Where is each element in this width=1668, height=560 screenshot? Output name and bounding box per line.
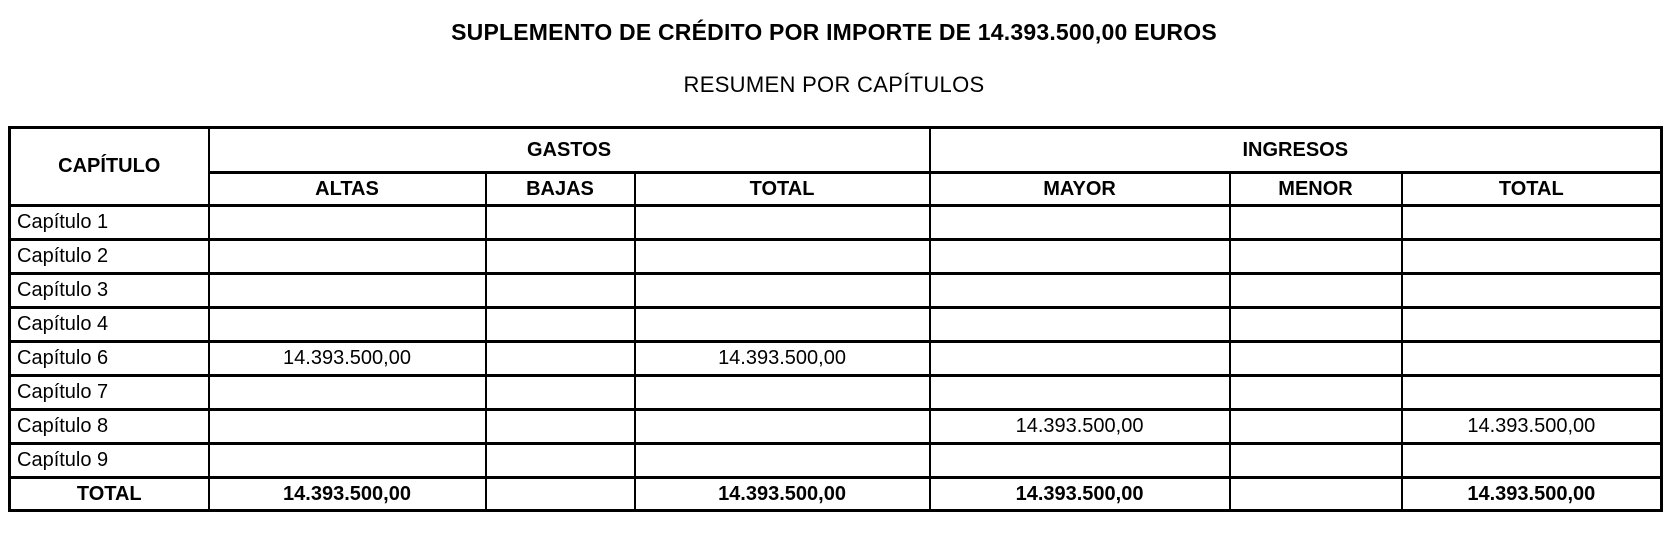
row-label: Capítulo 1 xyxy=(10,206,209,240)
resumen-por-capitulos-table xyxy=(8,126,1663,512)
menor-cell xyxy=(1230,376,1402,410)
table-row xyxy=(10,342,1662,376)
bajas-cell xyxy=(486,410,635,444)
document-title: SUPLEMENTO DE CRÉDITO POR IMPORTE DE 14.393.500,00 EUROS xyxy=(451,19,1217,45)
table-row xyxy=(10,240,1662,274)
table-row xyxy=(10,206,1662,240)
altas-cell xyxy=(209,206,486,240)
total-ingresos-cell xyxy=(1402,240,1662,274)
total-gastos-cell xyxy=(635,410,930,444)
total-ingresos-cell: 14.393.500,00 xyxy=(1402,410,1662,444)
header-menor: MENOR xyxy=(1230,173,1402,206)
total-ingresos-cell xyxy=(1402,342,1662,376)
bajas-cell xyxy=(486,342,635,376)
menor-cell xyxy=(1230,274,1402,308)
altas-cell: 14.393.500,00 xyxy=(209,342,486,376)
total-gastos-cell xyxy=(635,274,930,308)
menor-cell xyxy=(1230,308,1402,342)
total-ingresos-cell xyxy=(1402,206,1662,240)
bajas-cell xyxy=(486,444,635,478)
header-sub-row xyxy=(10,173,1662,206)
bajas-cell xyxy=(486,240,635,274)
bajas-cell xyxy=(486,206,635,240)
header-total-gastos: TOTAL xyxy=(635,173,930,206)
table-row xyxy=(10,274,1662,308)
row-label: Capítulo 6 xyxy=(10,342,209,376)
total-bajas-value xyxy=(486,478,635,511)
menor-cell xyxy=(1230,206,1402,240)
table-row xyxy=(10,308,1662,342)
mayor-cell: 14.393.500,00 xyxy=(930,410,1230,444)
total-row-label: TOTAL xyxy=(10,478,209,511)
menor-cell xyxy=(1230,342,1402,376)
table-body xyxy=(10,206,1662,478)
header-group-row xyxy=(10,128,1662,173)
altas-cell xyxy=(209,274,486,308)
row-label: Capítulo 3 xyxy=(10,274,209,308)
total-gastos-cell xyxy=(635,240,930,274)
table-row xyxy=(10,376,1662,410)
total-gastos-cell xyxy=(635,308,930,342)
total-ingresos-cell xyxy=(1402,308,1662,342)
header-mayor: MAYOR xyxy=(930,173,1230,206)
header-capitulo: CAPÍTULO xyxy=(10,128,209,206)
total-gastos-cell xyxy=(635,206,930,240)
mayor-cell xyxy=(930,240,1230,274)
total-ingresos-cell xyxy=(1402,444,1662,478)
bajas-cell xyxy=(486,308,635,342)
bajas-cell xyxy=(486,274,635,308)
row-label: Capítulo 7 xyxy=(10,376,209,410)
header-gastos: GASTOS xyxy=(209,128,930,173)
total-gastos-cell xyxy=(635,444,930,478)
altas-cell xyxy=(209,410,486,444)
mayor-cell xyxy=(930,206,1230,240)
total-gastos-cell xyxy=(635,376,930,410)
table-row xyxy=(10,444,1662,478)
mayor-cell xyxy=(930,444,1230,478)
mayor-cell xyxy=(930,342,1230,376)
total-mayor-value: 14.393.500,00 xyxy=(930,478,1230,511)
table-row xyxy=(10,410,1662,444)
bajas-cell xyxy=(486,376,635,410)
row-label: Capítulo 4 xyxy=(10,308,209,342)
header-bajas: BAJAS xyxy=(486,173,635,206)
altas-cell xyxy=(209,240,486,274)
total-gastos-cell: 14.393.500,00 xyxy=(635,342,930,376)
altas-cell xyxy=(209,308,486,342)
altas-cell xyxy=(209,444,486,478)
row-label: Capítulo 9 xyxy=(10,444,209,478)
menor-cell xyxy=(1230,444,1402,478)
row-label: Capítulo 8 xyxy=(10,410,209,444)
menor-cell xyxy=(1230,240,1402,274)
mayor-cell xyxy=(930,308,1230,342)
mayor-cell xyxy=(930,274,1230,308)
document-subtitle: RESUMEN POR CAPÍTULOS xyxy=(683,72,985,97)
total-row xyxy=(10,478,1662,511)
total-ingresos-cell xyxy=(1402,274,1662,308)
header-ingresos: INGRESOS xyxy=(930,128,1662,173)
total-altas-value: 14.393.500,00 xyxy=(209,478,486,511)
header-total-ingresos: TOTAL xyxy=(1402,173,1662,206)
menor-cell xyxy=(1230,410,1402,444)
total-ingresos-total-value: 14.393.500,00 xyxy=(1402,478,1662,511)
total-gastos-total-value: 14.393.500,00 xyxy=(635,478,930,511)
mayor-cell xyxy=(930,376,1230,410)
total-ingresos-cell xyxy=(1402,376,1662,410)
total-menor-value xyxy=(1230,478,1402,511)
header-altas: ALTAS xyxy=(209,173,486,206)
altas-cell xyxy=(209,376,486,410)
row-label: Capítulo 2 xyxy=(10,240,209,274)
